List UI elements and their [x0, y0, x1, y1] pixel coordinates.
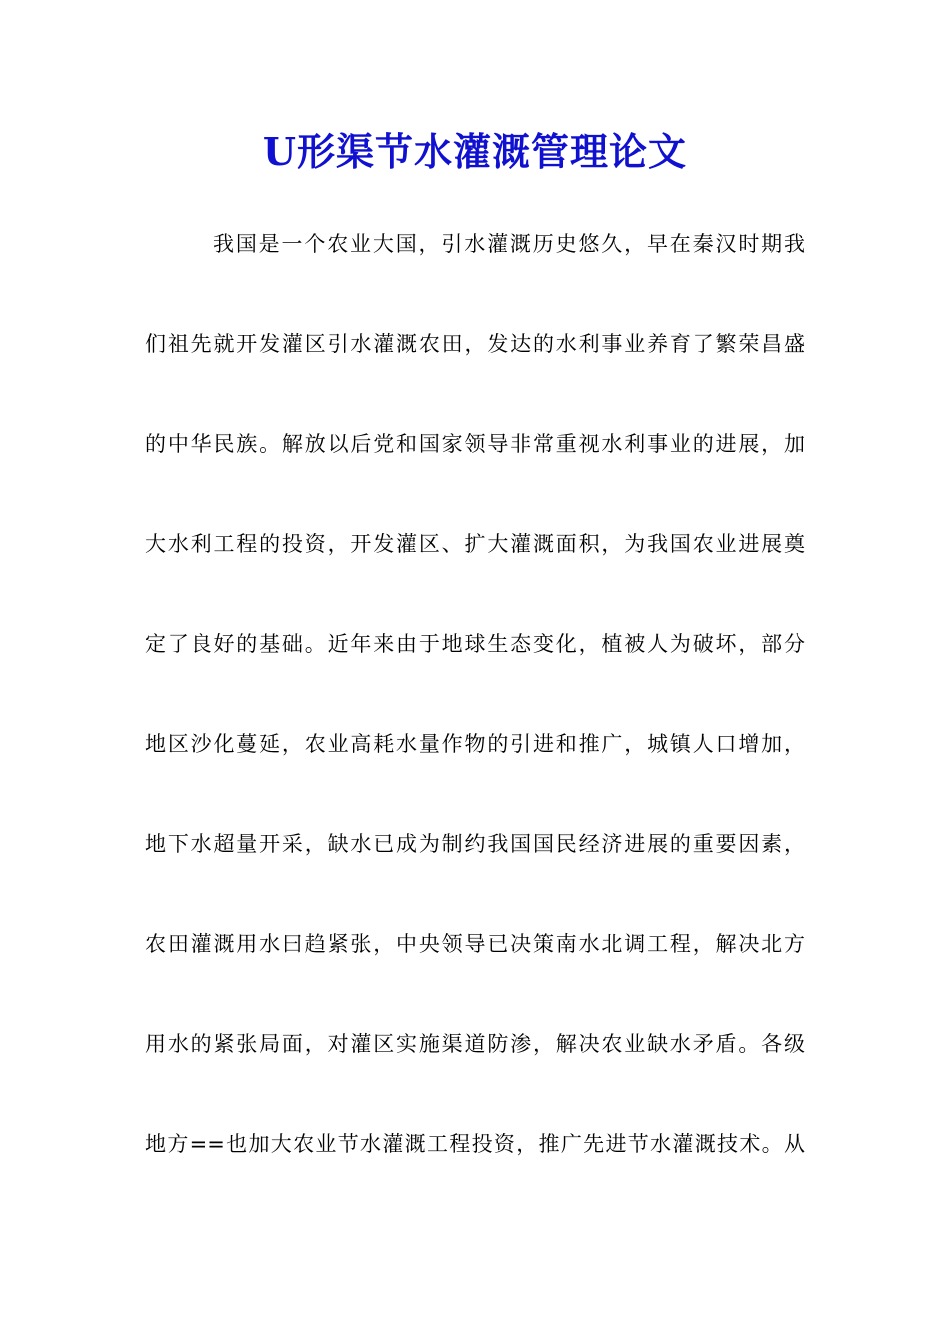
- paragraph-line-4: 大水利工程的投资，开发灌区、扩大灌溉面积，为我国农业进展奠: [145, 532, 805, 556]
- body-paragraph: [145, 222, 805, 1222]
- document-title: U形渠节水灌溉管理论文: [262, 129, 688, 174]
- paragraph-line-2: 们祖先就开发灌区引水灌溉农田，发达的水利事业养育了繁荣昌盛: [145, 332, 805, 356]
- paragraph-line-3: 的中华民族。解放以后党和国家领导非常重视水利事业的进展，加: [145, 432, 805, 456]
- paragraph-line-7: 地下水超量开采，缺水已成为制约我国国民经济进展的重要因素，: [145, 832, 805, 856]
- paragraph-line-8: 农田灌溉用水曰趋紧张，中央领导已决策南水北调工程，解决北方: [145, 932, 805, 956]
- paragraph-line-1: 我国是一个农业大国，引水灌溉历史悠久，早在秦汉时期我: [213, 232, 805, 256]
- paragraph-line-5: 定了良好的基础。近年来由于地球生态变化，植被人为破坏，部分: [145, 632, 805, 656]
- paragraph-line-10: 地方==也加大农业节水灌溉工程投资，推广先进节水灌溉技术。从: [145, 1132, 805, 1156]
- paragraph-line-6: 地区沙化蔓延，农业高耗水量作物的引进和推广，城镇人口增加，: [145, 732, 805, 756]
- paragraph-line-9: 用水的紧张局面，对灌区实施渠道防渗，解决农业缺水矛盾。各级: [145, 1032, 805, 1056]
